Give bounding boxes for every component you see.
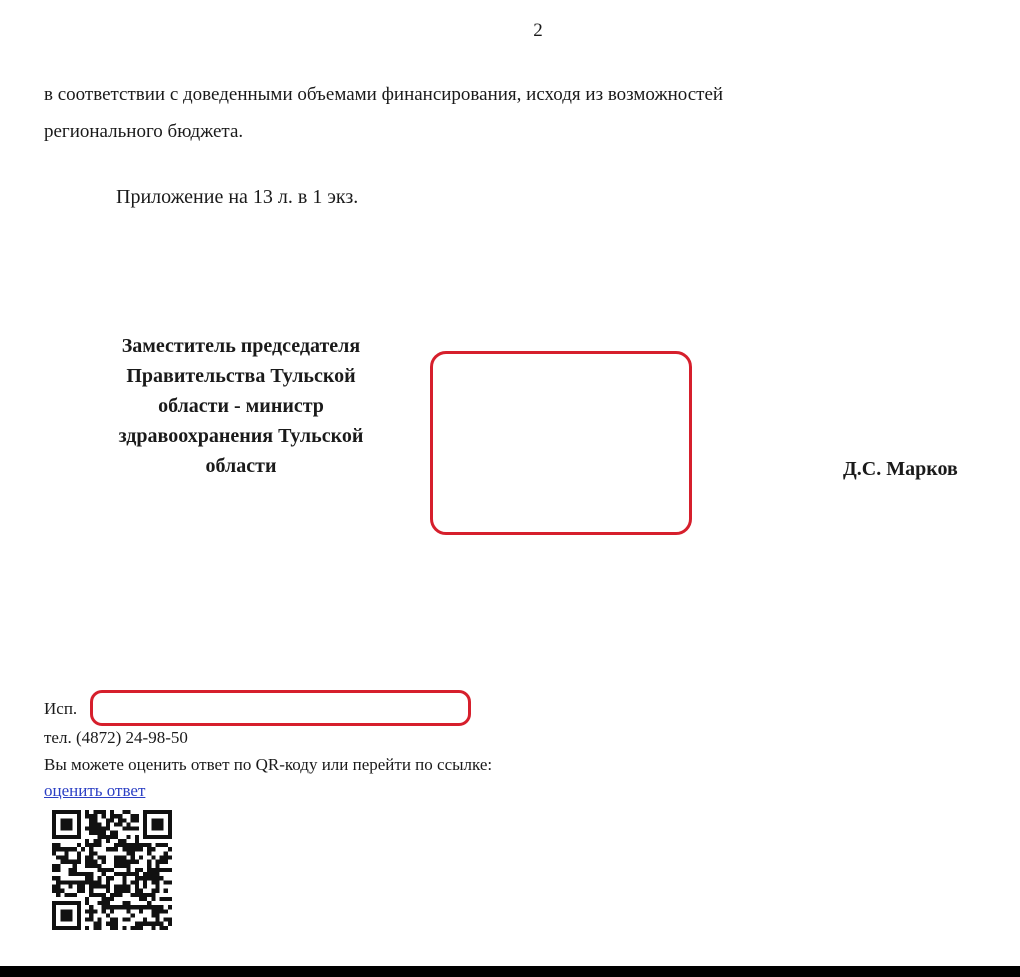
signatory-name: Д.С. Марков (843, 458, 958, 480)
appendix-note: Приложение на 13 л. в 1 экз. (116, 186, 359, 208)
signatory-title-line: Заместитель председателя (121, 335, 361, 357)
signatory-title-line: области - министр (158, 395, 324, 417)
qr-code-graphic (52, 810, 172, 930)
signatory-title-line: здравоохранения Тульской (118, 425, 364, 447)
contact-phone: тел. (4872) 24-98-50 (44, 728, 188, 747)
body-line: регионального бюджета. (44, 121, 244, 142)
executor-redaction-box (90, 690, 471, 726)
rate-hint-text: Вы можете оценить ответ по QR-коду или перейти по ссылке: (44, 755, 493, 774)
body-paragraph (44, 76, 1020, 150)
qr-code-icon[interactable] (52, 810, 172, 930)
executor-label: Исп. (44, 699, 78, 718)
signatory-title-line: Правительства Тульской (126, 365, 356, 387)
signatory-title (60, 331, 422, 481)
body-line: в соответствии с доведенными объемами финансирования, исходя из возможностей (44, 84, 724, 105)
rate-answer-link[interactable]: оценить ответ (44, 781, 146, 800)
signatory-title-line: области (205, 455, 277, 477)
signature-redaction-box (430, 351, 692, 535)
bottom-bar (0, 966, 1020, 977)
page-number: 2 (533, 20, 543, 41)
